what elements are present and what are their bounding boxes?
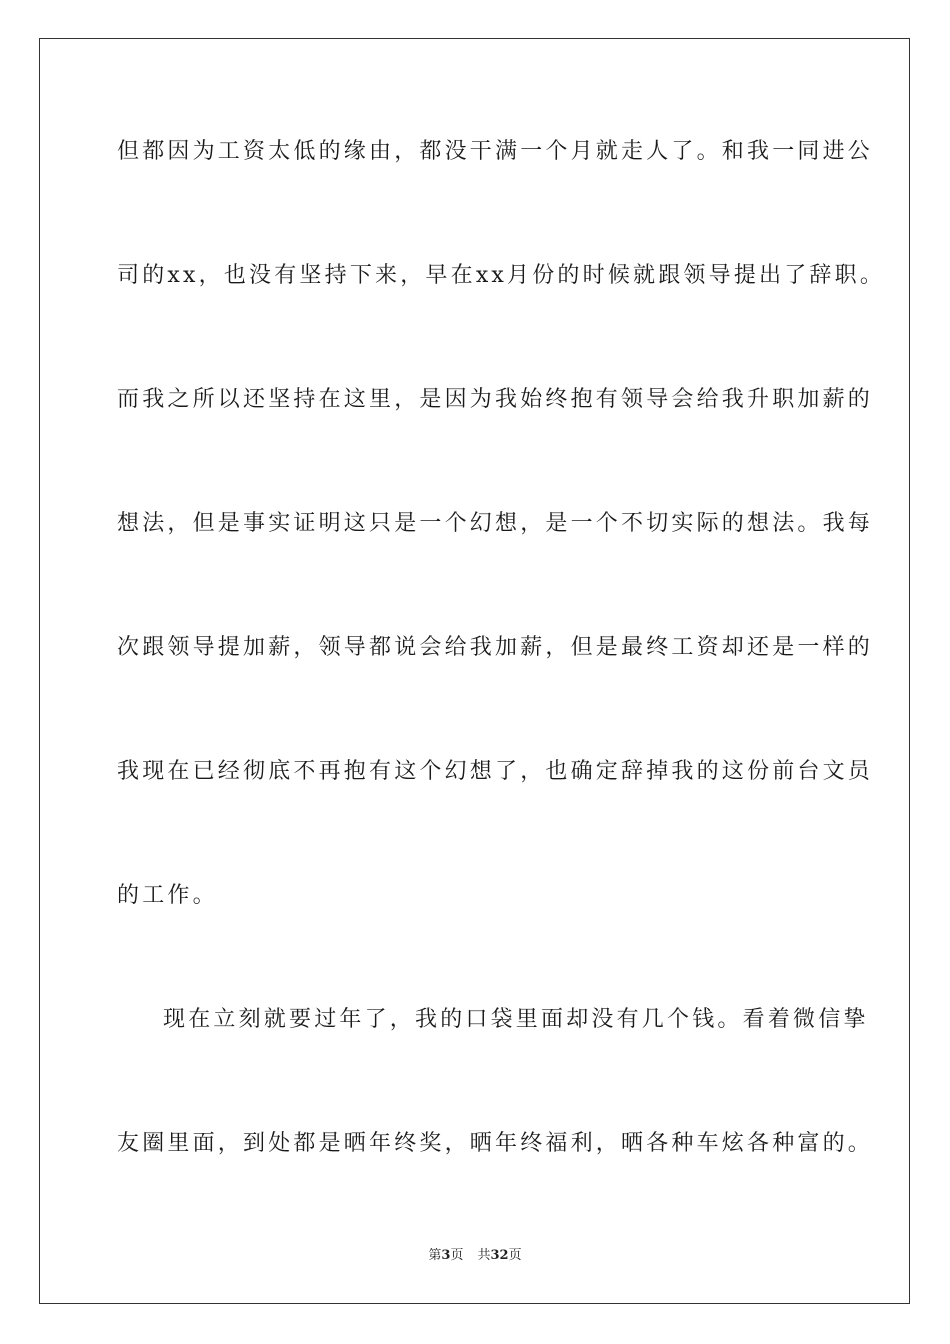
- body-text-line: 我现在已经彻底不再抱有这个幻想了，也确定辞掉我的这份前台文员: [117, 759, 874, 784]
- page-number: 第3页: [428, 1248, 464, 1263]
- body-text-line: 但都因为工资太低的缘由，都没干满一个月就走人了。和我一同进公: [117, 139, 874, 164]
- body-text-line: 次跟领导提加薪，领导都说会给我加薪，但是最终工资却还是一样的: [117, 635, 874, 660]
- body-text-line: 而我之所以还坚持在这里，是因为我始终抱有领导会给我升职加薪的: [117, 387, 874, 412]
- body-text-line: 友圈里面，到处都是晒年终奖，晒年终福利，晒各种车炫各种富的。: [117, 1131, 874, 1156]
- page-footer: [0, 1246, 950, 1266]
- body-text-line: 的工作。: [117, 883, 218, 908]
- page-border: [39, 38, 910, 1304]
- paragraph-start-line: 现在立刻就要过年了，我的口袋里面却没有几个钱。看着微信挚: [163, 1007, 869, 1032]
- body-text-line: 司的xx，也没有坚持下来，早在xx月份的时候就跟领导提出了辞职。: [117, 263, 886, 288]
- body-text-line: 想法，但是事实证明这只是一个幻想，是一个不切实际的想法。我每: [117, 511, 874, 536]
- total-pages: 共32页: [477, 1248, 522, 1263]
